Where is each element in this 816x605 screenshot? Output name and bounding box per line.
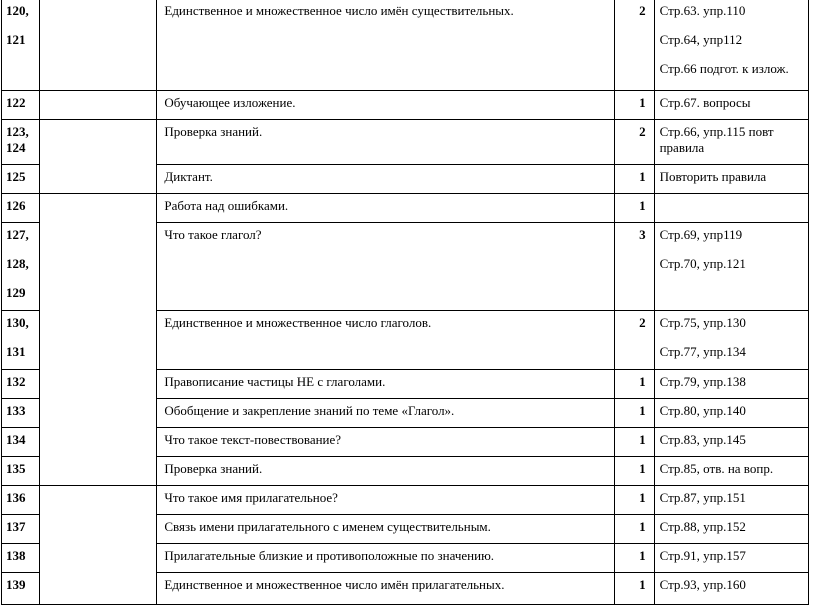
homework: Стр.91, упр.157 <box>654 544 808 573</box>
lesson-hours: 1 <box>614 399 654 428</box>
lesson-number: 126 <box>2 194 40 223</box>
lesson-number: 125 <box>2 165 40 194</box>
lesson-hours: 1 <box>614 573 654 605</box>
lesson-topic: Диктант. <box>157 165 614 194</box>
lesson-number: 120, 121 <box>2 0 40 91</box>
lesson-topic: Проверка знаний. <box>157 120 614 165</box>
lesson-topic: Проверка знаний. <box>157 457 614 486</box>
lesson-hours: 1 <box>614 370 654 399</box>
lesson-number: 132 <box>2 370 40 399</box>
lesson-number: 136 <box>2 486 40 515</box>
homework: Стр.93, упр.160 <box>654 573 808 605</box>
lesson-hours: 2 <box>614 311 654 370</box>
lesson-topic: Прилагательные близкие и противоположные по значению. <box>157 544 614 573</box>
lesson-topic: Что такое имя прилагательное? <box>157 486 614 515</box>
homework: Стр.85, отв. на вопр. <box>654 457 808 486</box>
blank-cell <box>40 194 157 486</box>
blank-cell <box>40 486 157 605</box>
table-row <box>2 120 809 165</box>
lesson-topic: Обучающее изложение. <box>157 91 614 120</box>
lesson-topic: Что такое глагол? <box>157 223 614 311</box>
homework: Стр.66, упр.115 повт правила <box>654 120 808 165</box>
lesson-hours: 1 <box>614 515 654 544</box>
lesson-hours: 1 <box>614 428 654 457</box>
lesson-hours: 1 <box>614 91 654 120</box>
lesson-hours: 3 <box>614 223 654 311</box>
lesson-topic: Единственное и множественное число имён прилагательных. <box>157 573 614 605</box>
lesson-number: 130, 131 <box>2 311 40 370</box>
lesson-number: 123, 124 <box>2 120 40 165</box>
lesson-plan-table <box>1 0 809 605</box>
homework <box>654 194 808 223</box>
lesson-number: 139 <box>2 573 40 605</box>
lesson-hours: 1 <box>614 544 654 573</box>
lesson-number: 134 <box>2 428 40 457</box>
lesson-hours: 1 <box>614 165 654 194</box>
homework: Стр.75, упр.130 Стр.77, упр.134 <box>654 311 808 370</box>
lesson-topic: Правописание частицы НЕ с глаголами. <box>157 370 614 399</box>
lesson-hours: 2 <box>614 0 654 91</box>
lesson-topic: Единственное и множественное число глаголов. <box>157 311 614 370</box>
homework: Стр.83, упр.145 <box>654 428 808 457</box>
homework: Стр.88, упр.152 <box>654 515 808 544</box>
lesson-topic: Обобщение и закрепление знаний по теме «Глагол». <box>157 399 614 428</box>
blank-cell <box>40 91 157 120</box>
lesson-number: 138 <box>2 544 40 573</box>
lesson-topic: Единственное и множественное число имён существительных. <box>157 0 614 91</box>
homework: Повторить правила <box>654 165 808 194</box>
lesson-number: 135 <box>2 457 40 486</box>
table-row <box>2 194 809 223</box>
blank-cell <box>40 120 157 194</box>
lesson-hours: 1 <box>614 194 654 223</box>
homework: Стр.67. вопросы <box>654 91 808 120</box>
homework: Стр.69, упр119 Стр.70, упр.121 <box>654 223 808 311</box>
blank-cell <box>40 0 157 91</box>
table-row <box>2 91 809 120</box>
lesson-topic: Что такое текст-повествование? <box>157 428 614 457</box>
homework: Стр.79, упр.138 <box>654 370 808 399</box>
lesson-number: 122 <box>2 91 40 120</box>
table-row <box>2 486 809 515</box>
homework: Стр.63. упр.110 Стр.64, упр112 Стр.66 подгот. к излож. <box>654 0 808 91</box>
homework: Стр.87, упр.151 <box>654 486 808 515</box>
lesson-number: 133 <box>2 399 40 428</box>
lesson-topic: Работа над ошибками. <box>157 194 614 223</box>
lesson-number: 127, 128, 129 <box>2 223 40 311</box>
homework: Стр.80, упр.140 <box>654 399 808 428</box>
lesson-topic: Связь имени прилагательного с именем существительным. <box>157 515 614 544</box>
lesson-hours: 1 <box>614 486 654 515</box>
lesson-hours: 1 <box>614 457 654 486</box>
table-row <box>2 0 809 91</box>
lesson-number: 137 <box>2 515 40 544</box>
lesson-hours: 2 <box>614 120 654 165</box>
